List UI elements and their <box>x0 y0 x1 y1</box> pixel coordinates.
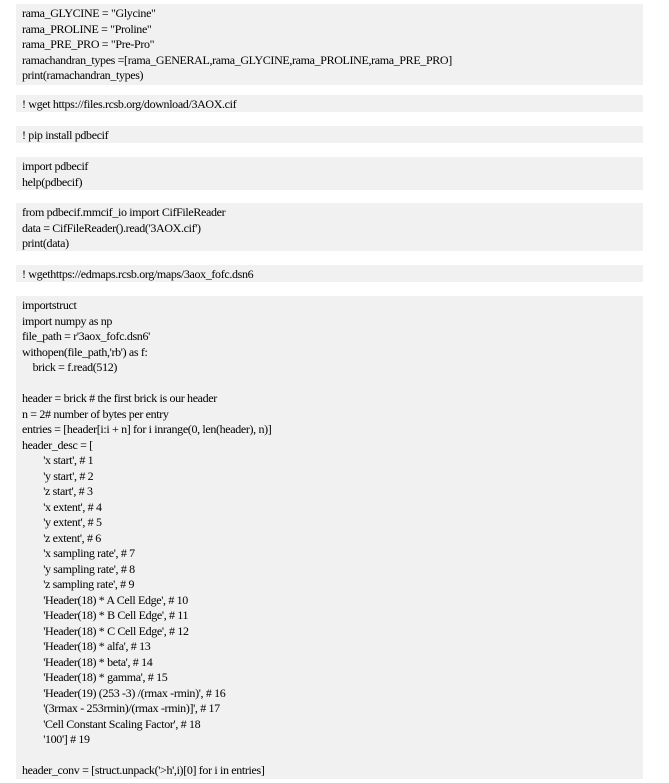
code-line: from pdbecif.mmcif_io import CifFileReader <box>22 205 226 219</box>
code-line: 'x sampling rate', # 7 <box>22 546 135 560</box>
code-line: 'y sampling rate', # 8 <box>22 561 135 576</box>
code-line: header_desc = [ <box>22 437 93 452</box>
code-line: 'Header(18) * beta', # 14 <box>22 654 153 669</box>
code-line: withopen(file_path,'rb') as f: <box>22 344 148 359</box>
code-line: rama_GLYCINE = "Glycine" <box>22 6 156 20</box>
code-line: header = brick # the first brick is our header <box>22 391 217 405</box>
code-line: 'z start', # 3 <box>22 484 93 498</box>
code-line: ramachandran_types =[rama_GENERAL,rama_GLYCINE,rama_PROLINE,rama_PRE_PRO] <box>22 52 452 67</box>
code-cell <box>16 265 643 282</box>
code-line: 'y start', # 2 <box>22 468 94 483</box>
code-line: help(pdbecif) <box>22 174 83 189</box>
code-cell <box>16 203 643 251</box>
code-line: rama_PRE_PRO = "Pre-Pro" <box>22 37 155 51</box>
code-cell <box>16 4 643 85</box>
code-line: print(data) <box>22 236 69 250</box>
code-line: 'x extent', # 4 <box>22 499 102 514</box>
code-cell <box>16 126 643 143</box>
blank-line <box>22 748 643 764</box>
code-line: ! pip install pdbecif <box>22 128 109 142</box>
code-line: ! wget https://files.rcsb.org/download/3AOX.cif <box>22 97 237 111</box>
code-line: '(3rmax - 253rmin)/(rmax -rmin)]', # 17 <box>22 701 220 715</box>
code-line: 'Header(18) * gamma', # 15 <box>22 670 168 684</box>
code-line: 'z extent', # 6 <box>22 530 101 545</box>
code-line: data = CifFileReader().read('3AOX.cif') <box>22 220 201 235</box>
code-line: 'x start', # 1 <box>22 453 94 467</box>
code-line: 'Header(19) (253 -3) /(rmax -rmin)', # 16 <box>22 685 226 700</box>
code-line: n = 2# number of bytes per entry <box>22 406 169 421</box>
code-line: 'Header(18) * A Cell Edge', # 10 <box>22 592 188 607</box>
code-line: 'Header(18) * B Cell Edge', # 11 <box>22 608 189 622</box>
code-line: 'y extent', # 5 <box>22 515 102 529</box>
code-line: import numpy as np <box>22 313 113 328</box>
code-line: rama_PROLINE = "Proline" <box>22 21 152 36</box>
code-line: brick = f.read(512) <box>22 360 118 374</box>
code-line: file_path = r'3aox_fofc.dsn6' <box>22 329 150 343</box>
code-line: print(ramachandran_types) <box>22 68 144 82</box>
code-line: entries = [header[i:i + n] for i inrange(0, len(header), n)] <box>22 422 272 436</box>
code-line: header_conv = [struct.unpack('>h',i)[0] for i in entries] <box>22 763 265 777</box>
code-line: importstruct <box>22 298 77 312</box>
code-line: 'Cell Constant Scaling Factor', # 18 <box>22 716 201 731</box>
code-line: import pdbecif <box>22 159 89 173</box>
code-line: 'z sampling rate', # 9 <box>22 577 135 591</box>
code-line: 'Header(18) * alfa', # 13 <box>22 639 151 653</box>
code-line: ! wgethttps://edmaps.rcsb.org/maps/3aox_fofc.dsn6 <box>22 267 254 281</box>
blank-line <box>22 376 643 392</box>
code-line: '100'] # 19 <box>22 732 90 746</box>
code-cell <box>16 95 643 112</box>
code-cell <box>16 296 643 779</box>
code-line: 'Header(18) * C Cell Edge', # 12 <box>22 623 189 638</box>
code-cell <box>16 157 643 190</box>
